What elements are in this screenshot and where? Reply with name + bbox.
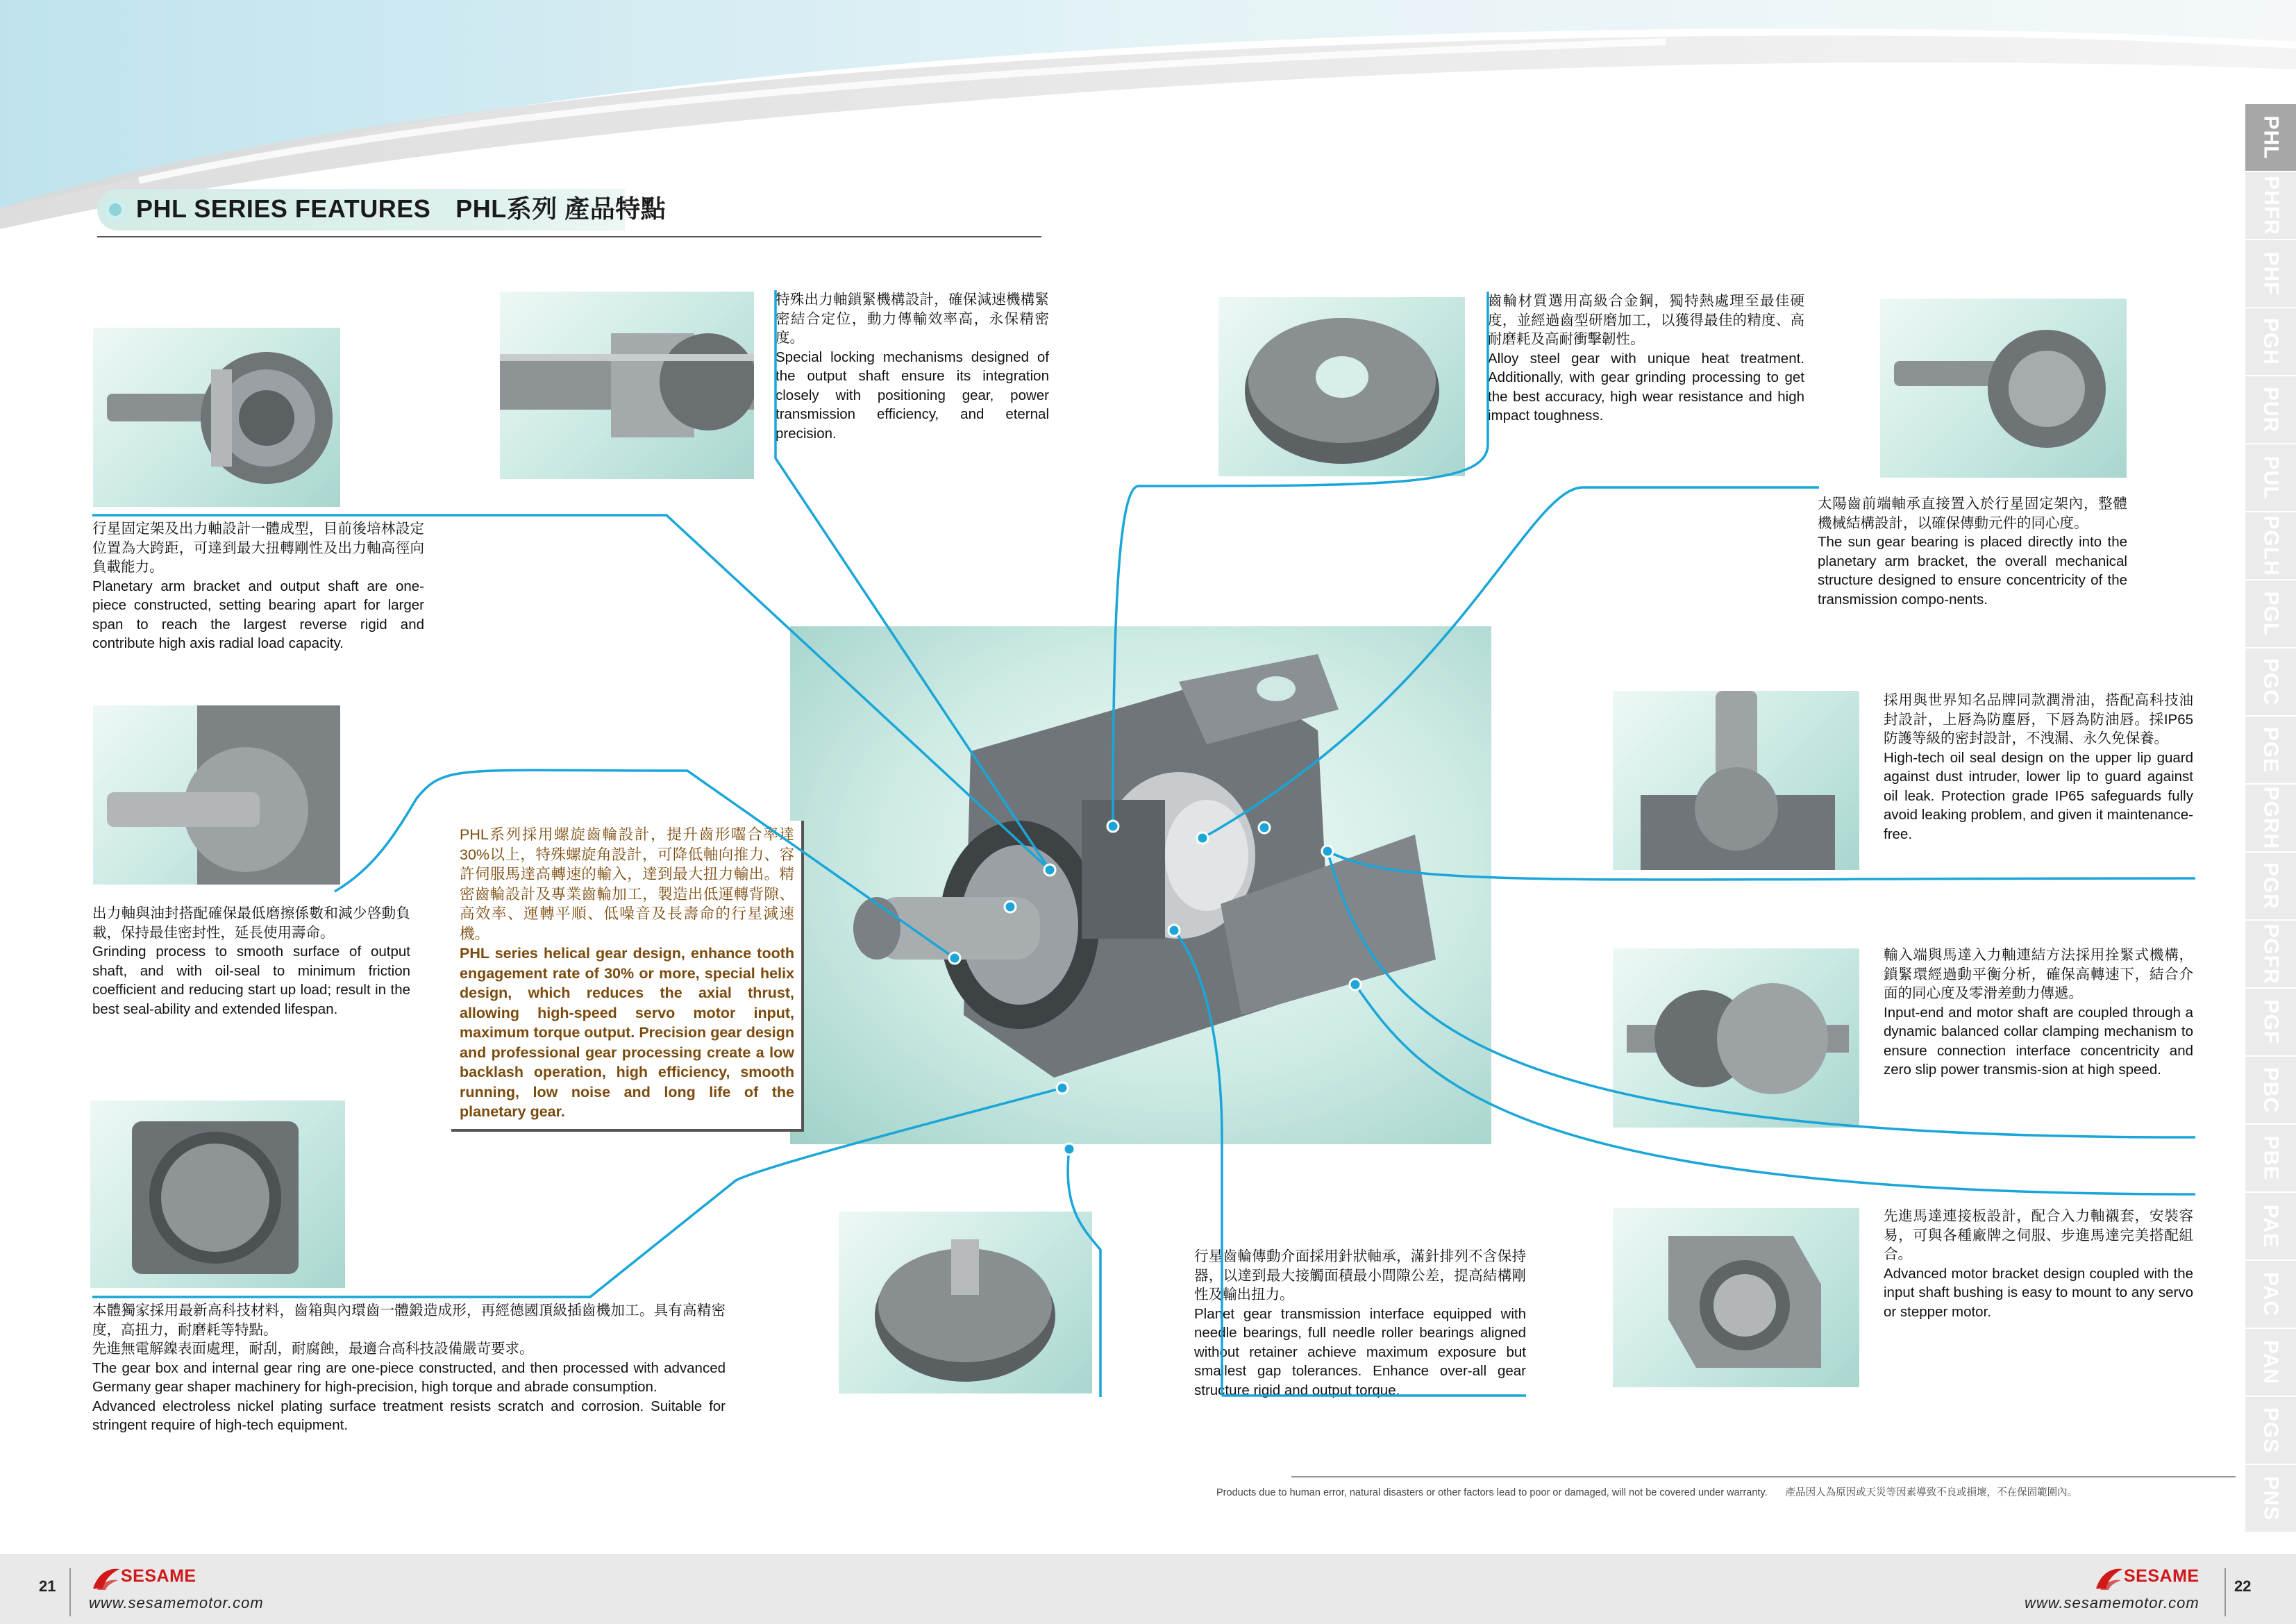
- feature-motor-bracket: [1884, 1207, 2193, 1321]
- warranty-disclaimer: [1216, 1484, 2077, 1499]
- feature-en: Alloy steel gear with unique heat treatment. Additionally, with gear grinding processing to get the best accuracy, high wear resistance and high impact toughness.: [1488, 350, 1804, 424]
- disclaimer-zh: 產品因人為原因或天災等因素導致不良或損壞，不在保固範圍內。: [1785, 1487, 2078, 1498]
- motor-bracket-photo: [1613, 1208, 1859, 1387]
- tab-label: PGR: [2259, 862, 2283, 910]
- tab-pgl[interactable]: [2245, 580, 2296, 648]
- title-zh: PHL系列 產品特點: [455, 194, 667, 223]
- website-url-right[interactable]: www.sesamemotor.com: [2025, 1594, 2199, 1612]
- tab-label: PGLH: [2259, 515, 2283, 576]
- feature-output-shaft-seal: [92, 904, 410, 1019]
- feature-zh: 採用與世界知名品牌同款潤滑油，搭配高科技油封設計，上唇為防塵唇，下唇為防油唇。採IP65防護等級的密封設計，不洩漏、永久免保養。: [1884, 692, 2193, 746]
- tab-label: PGE: [2259, 726, 2283, 773]
- title-en: PHL SERIES FEATURES: [136, 194, 431, 223]
- feature-oil-seal: [1884, 691, 2193, 844]
- feature-en: Advanced motor bracket design coupled with the input shaft bushing is easy to mount to any servo or stepper motor.: [1884, 1265, 2193, 1320]
- tab-pgs[interactable]: [2245, 1397, 2296, 1465]
- brand-name: SESAME: [121, 1566, 196, 1586]
- tab-pgf[interactable]: [2245, 989, 2296, 1057]
- feature-zh: 輸入端與馬達入力軸連結方法採用拴緊式機構，鎖緊環經過動平衡分析，確保高轉速下，結合介面的同心度及零滑差動力傳遞。: [1884, 947, 2193, 1001]
- tab-phl[interactable]: [2245, 104, 2296, 172]
- sun-gear-bearing-photo: [1880, 299, 2127, 478]
- tab-label: PBE: [2259, 1135, 2283, 1181]
- disclaimer-en: Products due to human error, natural disasters or other factors lead to poor or damaged, will not be covered under warranty.: [1216, 1487, 1768, 1498]
- feature-input-collar: [1884, 946, 2193, 1080]
- page-number-left: 21: [39, 1577, 56, 1595]
- tab-pur[interactable]: [2245, 376, 2296, 444]
- feature-output-lock: [776, 290, 1049, 443]
- feature-zh: 行星齒輪傳動介面採用針狀軸承，滿針排列不含保持器，以達到最大接觸面積最小間隙公差，提高結構剛性及輸出扭力。: [1194, 1248, 1526, 1303]
- feature-en: High-tech oil seal design on the upper lip guard against dust intruder, lower lip to guard against oil leak. Protection grade IP65 safeguards fully avoid leaking problem, and given it maintenance-free.: [1884, 749, 2193, 842]
- tab-label: PGH: [2259, 317, 2283, 366]
- tab-pan[interactable]: [2245, 1329, 2296, 1397]
- tab-pbc[interactable]: [2245, 1057, 2296, 1125]
- tab-label: PNS: [2259, 1475, 2283, 1521]
- helical-gear-callout: [451, 821, 804, 1132]
- oil-seal-photo: [1613, 691, 1859, 870]
- tab-pul[interactable]: [2245, 444, 2296, 512]
- feature-sun-gear-bearing: [1818, 494, 2127, 609]
- tab-label: PGRH: [2259, 786, 2283, 850]
- feature-en: The gear box and internal gear ring are one-piece constructed, and then processed with advanced Germany gear shaper machinery for high-precision, high torque and abrade consumption.: [92, 1359, 726, 1395]
- page-title: [136, 192, 666, 226]
- tab-pns[interactable]: [2245, 1465, 2296, 1533]
- header-divider: [97, 236, 1041, 237]
- feature-zh: 行星固定架及出力軸設計一體成型，目前後培林設定位置為大跨距，可達到最大扭轉剛性及出力軸高徑向負載能力。: [92, 521, 424, 575]
- tab-label: PUR: [2259, 386, 2283, 433]
- tab-pgh[interactable]: [2245, 308, 2296, 376]
- feature-planetary-arm: [92, 519, 424, 653]
- tab-phfr[interactable]: [2245, 172, 2296, 240]
- feature-zh: 先進無電解鎳表面處理，耐刮，耐腐蝕，最適合高科技設備嚴苛要求。: [92, 1341, 534, 1357]
- tab-label: PAE: [2259, 1204, 2283, 1248]
- tab-label: PAN: [2259, 1339, 2283, 1385]
- feature-en: Input-end and motor shaft are coupled through a dynamic balanced collar clamping mechanism to ensure connection interface concentricity and zero slip power transmis-sion at high speed.: [1884, 1004, 2193, 1078]
- feature-zh: 太陽齒前端軸承直接置入於行星固定架內，整體機械結構設計，以確保傳動元件的同心度。: [1818, 496, 2127, 531]
- feature-en: Special locking mechanisms designed of the output shaft ensure its integration closely with positioning gear, power transmission efficiency, and eternal precision.: [776, 349, 1049, 442]
- callout-en: PHL series helical gear design, enhance tooth engagement rate of 30% or more, special helix design, which reduces the axial thrust, allowing high-speed servo motor input, maximum torque output. Precision gear design and professional gear processing create a low backlash operation, high efficiency, smooth running, low noise and long life of the planetary gear.: [460, 945, 794, 1120]
- output-shaft-seal-photo: [93, 705, 340, 885]
- tab-label: PHF: [2259, 251, 2283, 296]
- gear-box-housing-photo: [90, 1100, 345, 1288]
- tab-label: PAC: [2259, 1271, 2283, 1317]
- feature-en: Grinding process to smooth surface of output shaft, and with oil-seal to minimum friction coefficient and reducing start up load; result in the best seal-ability and extended lifespan.: [92, 944, 410, 1017]
- feature-zh: 特殊出力軸鎖緊機構設計，確保減速機構緊密結合定位，動力傳輸效率高，永保精密度。: [776, 292, 1049, 346]
- disclaimer-divider: [1291, 1476, 2236, 1477]
- website-url-left[interactable]: www.sesamemotor.com: [89, 1594, 264, 1612]
- feature-zh: 齒輪材質選用高級合金鋼，獨特熱處理至最佳硬度，並經過齒型研磨加工，以獲得最佳的精度、高耐磨耗及高耐衝擊韌性。: [1488, 293, 1804, 347]
- output-shaft-lock-photo: [500, 292, 754, 479]
- tab-pglh[interactable]: [2245, 512, 2296, 580]
- tab-pgfr[interactable]: [2245, 921, 2296, 989]
- tab-phf[interactable]: [2245, 240, 2296, 308]
- page-number-right: 22: [2234, 1577, 2252, 1595]
- brand-name: SESAME: [2124, 1566, 2199, 1586]
- tab-label: PUL: [2259, 455, 2283, 500]
- tab-label: PGL: [2259, 591, 2283, 637]
- feature-en: Planet gear transmission interface equipped with needle bearings, full needle roller bearings aligned without retainer achieve maximum exposure but smallest gap tolerances. Enhance over-all gear structure rigid and output torque.: [1194, 1305, 1526, 1398]
- callout-zh: PHL系列採用螺旋齒輪設計，提升齒形囓合率達30%以上，特殊螺旋角設計，可降低軸向推力、容許伺服馬達高轉速的輸入，達到最大扭力輸出。精密齒輪設計及專業齒輪加工，製造出低運轉背隙、高效率、運轉平順、低噪音及長壽命的行星減速機。: [460, 826, 794, 942]
- feature-zh: 先進馬達連接板設計，配合入力軸襯套，安裝容易，可與各種廠牌之伺服、步進馬達完美搭配組合。: [1884, 1208, 2193, 1262]
- feature-en: Planetary arm bracket and output shaft are one-piece constructed, setting bearing apart for larger span to reach the largest reverse rigid and contribute high axis radial load capacity.: [92, 578, 424, 651]
- tab-pge[interactable]: [2245, 717, 2296, 785]
- gearbox-cutaway-photo: [790, 626, 1491, 1144]
- footer-bar: [0, 1554, 2296, 1624]
- sesame-logo-mark-icon: [2093, 1565, 2125, 1593]
- tab-label: PGF: [2259, 999, 2283, 1045]
- feature-gear-box: [92, 1301, 726, 1435]
- tab-label: PGFR: [2259, 923, 2283, 985]
- tab-pgc[interactable]: [2245, 648, 2296, 717]
- feature-planet-gear: [1194, 1247, 1526, 1400]
- sesame-logo-mark-icon: [90, 1565, 122, 1593]
- input-collar-clamp-photo: [1613, 948, 1859, 1128]
- tab-label: PBC: [2259, 1066, 2283, 1114]
- tab-label: PHFR: [2259, 176, 2283, 235]
- alloy-gear-photo: [1218, 297, 1465, 476]
- planet-gear-photo: [839, 1212, 1092, 1393]
- tab-label: PGS: [2259, 1407, 2283, 1454]
- tab-pac[interactable]: [2245, 1261, 2296, 1329]
- planetary-arm-photo: [93, 328, 340, 507]
- tab-pbe[interactable]: [2245, 1125, 2296, 1193]
- bullet-icon: [104, 199, 126, 221]
- tab-pgr[interactable]: [2245, 853, 2296, 921]
- feature-en: Advanced electroless nickel plating surface treatment resists scratch and corrosion. Suitable for stringent require of high-tech equipment.: [92, 1398, 726, 1433]
- tab-pae[interactable]: [2245, 1193, 2296, 1261]
- footer-divider: [69, 1568, 71, 1616]
- feature-zh: 出力軸與油封搭配確保最低磨擦係數和減少啓動負載，保持最佳密封性，延長使用壽命。: [92, 905, 410, 941]
- tab-pgrh[interactable]: [2245, 785, 2296, 853]
- series-tab-bar: [2245, 104, 2296, 1548]
- connector-dot: [1064, 1144, 1075, 1155]
- feature-zh: 本體獨家採用最新高科技材料，齒箱與內環齒一體鍛造成形，再經德國頂級插齒機加工。具有高精密度，高扭力，耐磨耗等特點。: [92, 1303, 726, 1338]
- tab-label: PHL: [2259, 115, 2283, 160]
- feature-en: The sun gear bearing is placed directly into the planetary arm bracket, the overall mechanical structure designed to ensure concentricity of the transmission compo-nents.: [1818, 534, 2127, 608]
- tab-label: PGC: [2259, 658, 2283, 706]
- feature-alloy-gear: [1488, 292, 1804, 426]
